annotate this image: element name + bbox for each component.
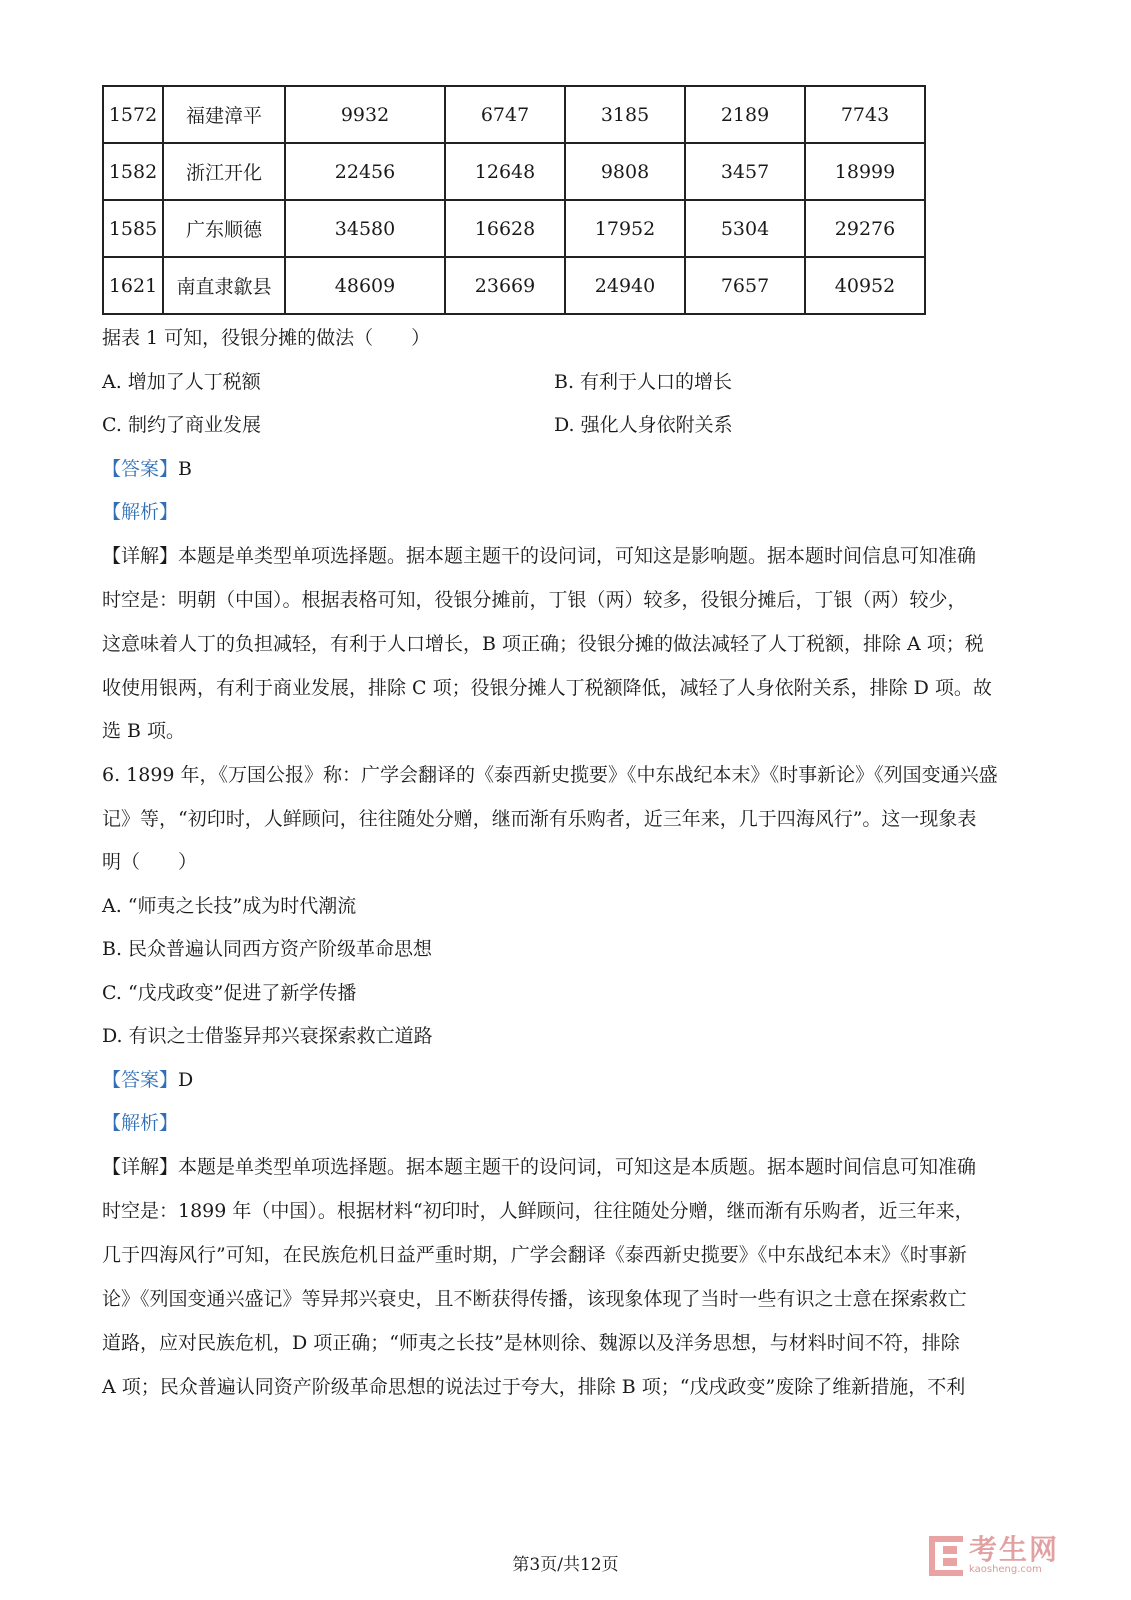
q6-detail-line: 【详解】本题是单类型单项选择题。据本题主题干的设问词，可知这是本质题。据本题时间信息可知准确 — [102, 1156, 977, 1178]
q6-answer — [102, 1067, 1032, 1093]
watermark-logo-icon — [929, 1536, 963, 1576]
q5-analysis-heading — [102, 499, 1032, 525]
table-cell: 6747 — [445, 86, 565, 143]
q6-detail-line: 时空是：1899 年（中国）。根据材料“初印时，人鲜顾问，往往随处分赠，继而渐有乐购者，近三年来， — [102, 1200, 974, 1222]
table-cell: 29276 — [805, 200, 925, 257]
detail-tag: 【详解】 — [102, 545, 179, 567]
answer-value: B — [178, 458, 192, 480]
q5-detail-line: 收使用银两，有利于商业发展，排除 C 项；役银分摊人丁税额降低，减轻了人身依附关系，排除 D 项。故 — [102, 677, 992, 699]
table-cell: 12648 — [445, 143, 565, 200]
q6-option-b: B. 民众普遍认同西方资产阶级革命思想 — [102, 938, 433, 960]
watermark-url: kaosheng.com — [969, 1564, 1042, 1575]
analysis-tag: 【解析】 — [102, 501, 179, 523]
q6-stem-line: 6. 1899 年，《万国公报》称：广学会翻译的《泰西新史揽要》《中东战纪本末》《时事新论》《列国变通兴盛 — [102, 764, 998, 786]
table-cell: 9808 — [565, 143, 685, 200]
q5-answer — [102, 456, 1032, 482]
q6-option-d: D. 有识之士借鉴异邦兴衰探索救亡道路 — [102, 1025, 433, 1047]
table-cell: 24940 — [565, 257, 685, 314]
q5-detail-line: 选 B 项。 — [102, 720, 186, 742]
tax-table — [102, 85, 926, 315]
table-cell: 1621 — [103, 257, 163, 314]
analysis-tag: 【解析】 — [102, 1112, 179, 1134]
q6-option-c: C. “戊戌政变”促进了新学传播 — [102, 982, 357, 1004]
answer-tag: 【答案】 — [102, 458, 179, 480]
table-cell: 23669 — [445, 257, 565, 314]
table-cell: 2189 — [685, 86, 805, 143]
table-cell: 22456 — [285, 143, 445, 200]
table-row — [103, 200, 925, 257]
table-cell: 1582 — [103, 143, 163, 200]
table-cell: 7657 — [685, 257, 805, 314]
answer-value: D — [178, 1069, 194, 1091]
table-cell: 34580 — [285, 200, 445, 257]
q6-stem-line: 明（ ） — [102, 851, 198, 873]
q5-option-a: A. 增加了人丁税额 — [102, 371, 261, 393]
table-cell: 9932 — [285, 86, 445, 143]
table-row — [103, 86, 925, 143]
q5-detail-line: 【详解】本题是单类型单项选择题。据本题主题干的设问词，可知这是影响题。据本题时间信息可知准确 — [102, 545, 977, 567]
q6-detail-line: 论》《列国变通兴盛记》等异邦兴衰史，且不断获得传播，该现象体现了当时一些有识之士意在探索救亡 — [102, 1288, 967, 1310]
q6-option-a: A. “师夷之长技”成为时代潮流 — [102, 895, 357, 917]
table-cell: 3457 — [685, 143, 805, 200]
q6-detail-line: 几于四海风行”可知，在民族危机日益严重时期，广学会翻译《泰西新史揽要》《中东战纪本末》《时事新 — [102, 1244, 967, 1266]
table-cell: 48609 — [285, 257, 445, 314]
table-cell: 5304 — [685, 200, 805, 257]
q5-option-c: C. 制约了商业发展 — [102, 414, 261, 436]
table-cell: 福建漳平 — [163, 86, 285, 143]
q6-detail-line: 道路，应对民族危机，D 项正确；“师夷之长技”是林则徐、魏源以及洋务思想，与材料时间不符，排除 — [102, 1332, 960, 1354]
table-cell: 7743 — [805, 86, 925, 143]
table-cell: 浙江开化 — [163, 143, 285, 200]
answer-tag: 【答案】 — [102, 1069, 179, 1091]
table-row — [103, 257, 925, 314]
watermark — [929, 1534, 1089, 1578]
table-cell: 16628 — [445, 200, 565, 257]
q5-detail-line: 时空是：明朝（中国）。根据表格可知，役银分摊前，丁银（两）较多，役银分摊后，丁银（两）较少， — [102, 589, 967, 611]
q6-stem-line: 记》等，“初印时，人鲜顾问，往往随处分赠，继而渐有乐购者，近三年来，几于四海风行”。这一现象表 — [102, 808, 977, 830]
table-cell: 18999 — [805, 143, 925, 200]
table-cell: 40952 — [805, 257, 925, 314]
q5-stem: 据表 1 可知，役银分摊的做法（ ） — [102, 327, 431, 349]
q6-detail-line: A 项；民众普遍认同资产阶级革命思想的说法过于夸大，排除 B 项；“戊戌政变”废除了维新措施，不利 — [102, 1376, 966, 1398]
q5-option-b: B. 有利于人口的增长 — [554, 371, 733, 393]
table-cell: 广东顺德 — [163, 200, 285, 257]
q5-option-d: D. 强化人身依附关系 — [554, 414, 733, 436]
watermark-text: 考生网 — [969, 1533, 1060, 1566]
q6-analysis-heading — [102, 1110, 1032, 1136]
detail-tag: 【详解】 — [102, 1156, 179, 1178]
table-row — [103, 143, 925, 200]
table-cell: 1585 — [103, 200, 163, 257]
table-cell: 1572 — [103, 86, 163, 143]
page-number: 第3页/共12页 — [512, 1555, 619, 1575]
table-cell: 南直隶歙县 — [163, 257, 285, 314]
table-cell: 17952 — [565, 200, 685, 257]
q5-detail-line: 这意味着人丁的负担减轻，有利于人口增长，B 项正确；役银分摊的做法减轻了人丁税额，排除 A 项；税 — [102, 633, 984, 655]
table-cell: 3185 — [565, 86, 685, 143]
